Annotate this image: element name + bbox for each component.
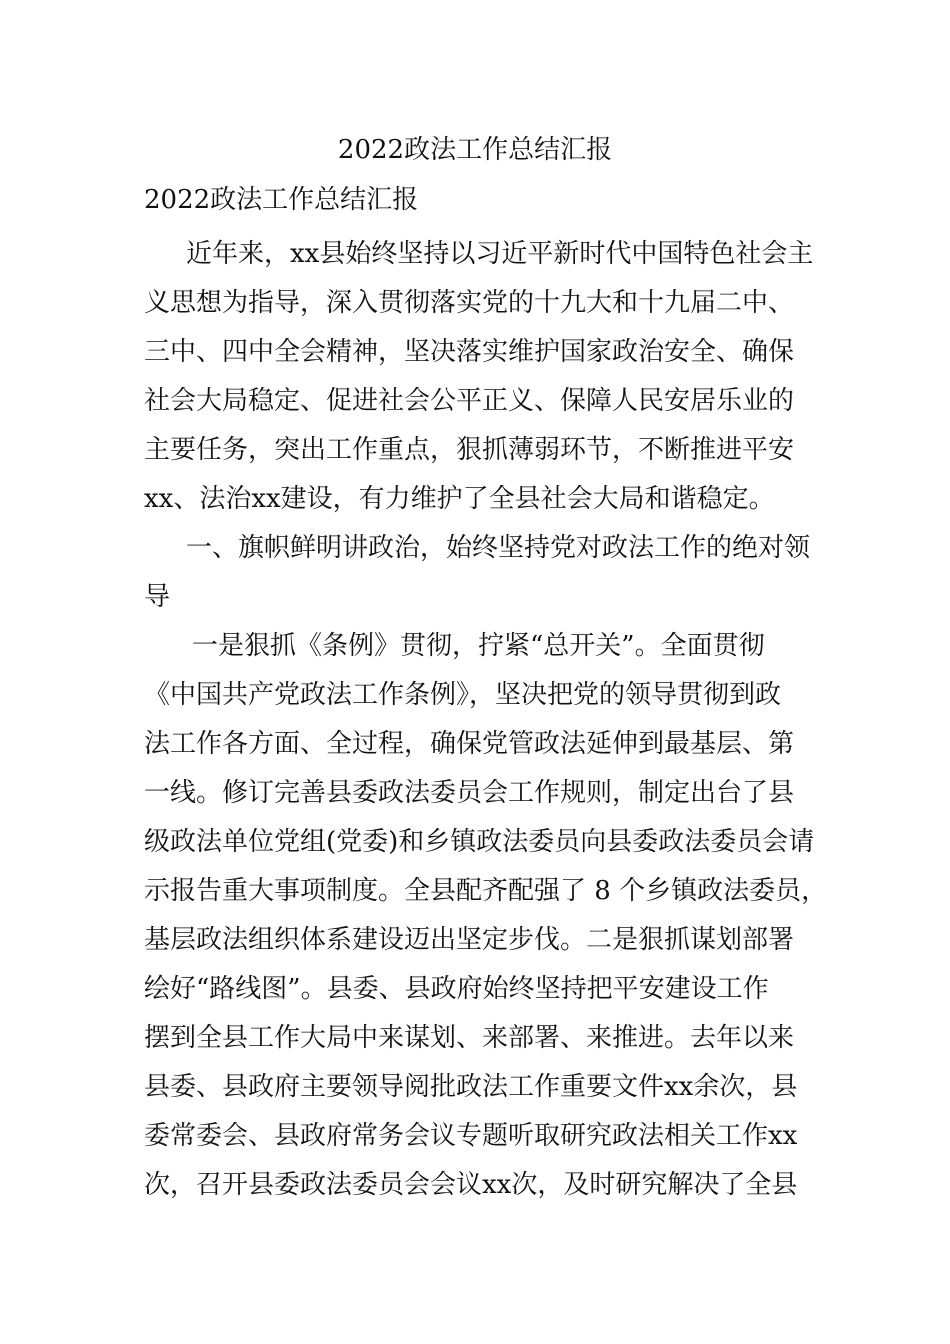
body-line: 三中、四中全会精神，坚决落实维护国家政治安全、确保 xyxy=(144,337,795,367)
document-subtitle: 2022政法工作总结汇报 xyxy=(144,185,419,215)
body-line: 摆到全县工作大局中来谋划、来部署、来推进。去年以来 xyxy=(144,1023,795,1053)
body-line: 绘好“路线图”。县委、县政府始终坚持把平安建设工作 xyxy=(144,974,769,1004)
body-line: xx、法治xx建设，有力维护了全县社会大局和谐稳定。 xyxy=(144,484,775,514)
document-title: 2022政法工作总结汇报 xyxy=(337,135,613,165)
section-heading-line: 导 xyxy=(144,582,171,612)
body-line: 义思想为指导，深入贯彻落实党的十九大和十九届二中、 xyxy=(144,288,795,318)
body-line: 一是狠抓《条例》贯彻，拧紧“总开关”。全面贯彻 xyxy=(192,631,765,661)
section-heading-line: 一、旗帜鲜明讲政治，始终坚持党对政法工作的绝对领 xyxy=(186,533,811,563)
body-line: 社会大局稳定、促进社会公平正义、保障人民安居乐业的 xyxy=(144,386,795,416)
body-line: 法工作各方面、全过程，确保党管政法延伸到最基层、第 xyxy=(144,729,795,759)
body-line: 委常委会、县政府常务会议专题听取研究政法相关工作xx xyxy=(144,1121,798,1151)
body-line: 县委、县政府主要领导阅批政法工作重要文件xx余次，县 xyxy=(144,1072,798,1102)
document-body xyxy=(144,230,828,1210)
body-line: 一线。修订完善县委政法委员会工作规则，制定出台了县 xyxy=(144,778,795,808)
body-line: 主要任务，突出工作重点，狠抓薄弱环节，不断推进平安 xyxy=(144,435,795,465)
body-line: 近年来，xx县始终坚持以习近平新时代中国特色社会主 xyxy=(186,239,814,269)
body-line: 示报告重大事项制度。全县配齐配强了 8 个乡镇政法委员， xyxy=(144,876,828,906)
body-line: 级政法单位党组(党委)和乡镇政法委员向县委政法委员会请 xyxy=(144,827,815,857)
body-line: 基层政法组织体系建设迈出坚定步伐。二是狠抓谋划部署 xyxy=(144,925,795,955)
body-line: 次，召开县委政法委员会会议xx次，及时研究解决了全县 xyxy=(144,1170,798,1200)
body-line: 《中国共产党政法工作条例》，坚决把党的领导贯彻到政 xyxy=(144,680,782,710)
